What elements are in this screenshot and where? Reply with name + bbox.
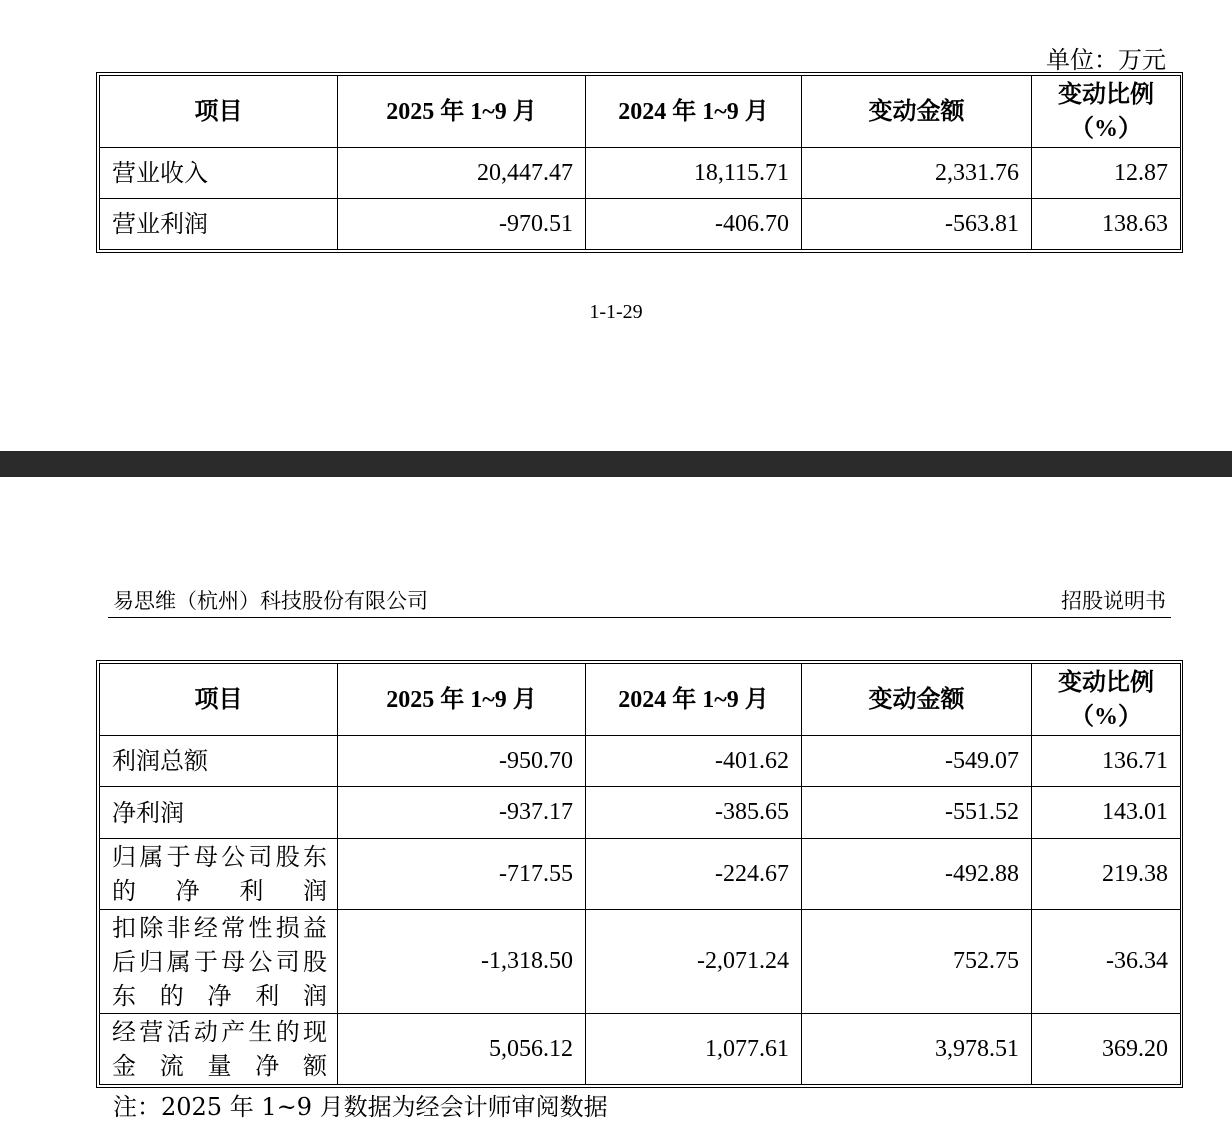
- ratio-unit: （%）: [1070, 115, 1142, 142]
- col-header-ratio: [1032, 664, 1181, 736]
- table-note: 注：2025 年 1~9 月数据为经会计师审阅数据: [113, 1093, 608, 1121]
- row-item: 扣除非经常性损益后归属于母公司股东的净利润: [100, 910, 338, 1014]
- row-value-2024: -385.65: [586, 787, 802, 839]
- col-header-2025: 2025 年 1~9 月: [338, 664, 586, 736]
- col-header-change: 变动金额: [802, 76, 1032, 148]
- row-change: 3,978.51: [802, 1014, 1032, 1085]
- col-header-ratio: [1032, 76, 1181, 148]
- row-value-2025: 20,447.47: [338, 148, 586, 199]
- row-ratio: 136.71: [1032, 736, 1181, 787]
- document-type: 招股说明书: [1061, 589, 1166, 613]
- ratio-title: 变动比例: [1058, 81, 1154, 108]
- row-change: -551.52: [802, 787, 1032, 839]
- row-ratio: 219.38: [1032, 839, 1181, 910]
- row-value-2025: -970.51: [338, 199, 586, 250]
- row-value-2024: -406.70: [586, 199, 802, 250]
- col-header-change: 变动金额: [802, 664, 1032, 736]
- col-header-item: 项目: [100, 76, 338, 148]
- financial-table-2: [96, 660, 1183, 1088]
- row-ratio: 369.20: [1032, 1014, 1181, 1085]
- row-value-2025: -950.70: [338, 736, 586, 787]
- page-separator: [0, 451, 1232, 477]
- row-item: 经营活动产生的现金流量净额: [100, 1014, 338, 1085]
- row-value-2025: -1,318.50: [338, 910, 586, 1014]
- table-row: [100, 787, 1181, 839]
- row-change: -549.07: [802, 736, 1032, 787]
- ratio-title: 变动比例: [1058, 669, 1154, 696]
- page-number: 1-1-29: [589, 301, 643, 323]
- table-header-row: [100, 76, 1181, 148]
- row-ratio: 138.63: [1032, 199, 1181, 250]
- row-value-2025: 5,056.12: [338, 1014, 586, 1085]
- row-ratio: 12.87: [1032, 148, 1181, 199]
- row-change: 2,331.76: [802, 148, 1032, 199]
- row-ratio: -36.34: [1032, 910, 1181, 1014]
- financial-table-1: [96, 72, 1183, 253]
- row-item: 净利润: [100, 787, 338, 839]
- company-name: 易思维（杭州）科技股份有限公司: [113, 589, 428, 613]
- table-row: [100, 1014, 1181, 1085]
- table-row: [100, 148, 1181, 199]
- row-change: -563.81: [802, 199, 1032, 250]
- table-row: [100, 910, 1181, 1014]
- table-row: [100, 199, 1181, 250]
- row-ratio: 143.01: [1032, 787, 1181, 839]
- header-rule: [108, 617, 1171, 618]
- row-value-2024: 18,115.71: [586, 148, 802, 199]
- col-header-2024: 2024 年 1~9 月: [586, 664, 802, 736]
- col-header-2025: 2025 年 1~9 月: [338, 76, 586, 148]
- row-value-2025: -717.55: [338, 839, 586, 910]
- row-value-2025: -937.17: [338, 787, 586, 839]
- table-row: [100, 736, 1181, 787]
- row-item: 营业利润: [100, 199, 338, 250]
- row-change: -492.88: [802, 839, 1032, 910]
- row-item: 利润总额: [100, 736, 338, 787]
- row-item: 营业收入: [100, 148, 338, 199]
- unit-label: 单位：万元: [1046, 46, 1166, 74]
- row-value-2024: -2,071.24: [586, 910, 802, 1014]
- ratio-unit: （%）: [1070, 703, 1142, 730]
- table-header-row: [100, 664, 1181, 736]
- col-header-2024: 2024 年 1~9 月: [586, 76, 802, 148]
- row-change: 752.75: [802, 910, 1032, 1014]
- row-value-2024: -401.62: [586, 736, 802, 787]
- row-item: 归属于母公司股东的净利润: [100, 839, 338, 910]
- table-row: [100, 839, 1181, 910]
- col-header-item: 项目: [100, 664, 338, 736]
- row-value-2024: 1,077.61: [586, 1014, 802, 1085]
- row-value-2024: -224.67: [586, 839, 802, 910]
